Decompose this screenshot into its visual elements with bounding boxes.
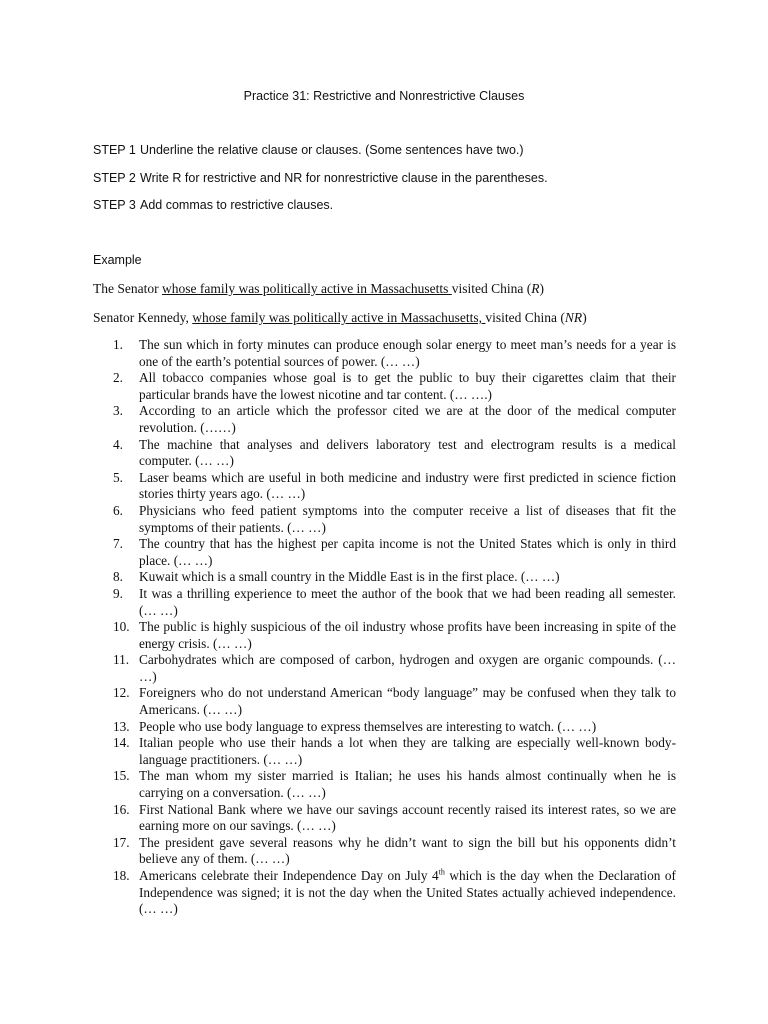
item-number: 10.: [113, 619, 130, 635]
item-text: Foreigners who do not understand American “body language” may be confused when they talk to Americans. (… …): [139, 685, 676, 718]
item-number: 8.: [113, 569, 123, 585]
list-item: [93, 569, 676, 586]
item-text: According to an article which the professor cited we are at the door of the medical computer revolution. (……): [139, 403, 676, 435]
example-1-after: visited China (: [451, 281, 532, 296]
list-item: [93, 437, 676, 470]
example-2-clause: whose family was politically active in Massachusetts,: [192, 310, 486, 325]
list-item: [93, 586, 676, 619]
item-text: It was a thrilling experience to meet the author of the book that we had been reading all semester. (… …): [139, 585, 676, 618]
item-number: 6.: [113, 502, 123, 518]
item-text: Italian people who use their hands a lot when they are talking are especially well-known body-language practitioners. (… …): [139, 735, 676, 767]
step-3-text: Add commas to restrictive clauses.: [140, 198, 334, 212]
item-text: First National Bank where we have our savings account recently raised its interest rates, so we are earning more on our savings. (… …): [139, 801, 676, 834]
item-number: 13.: [113, 718, 130, 734]
list-item: [93, 652, 676, 685]
step-2-label: STEP 2: [93, 171, 136, 185]
list-item: [93, 470, 676, 503]
item-number: 4.: [113, 436, 123, 452]
item-text: The public is highly suspicious of the oil industry whose profits have been increasing in spite of the energy crisis. (… …): [139, 619, 676, 651]
item-text: Laser beams which are useful in both medicine and industry were first predicted in science fiction stories thirty years ago. (… …): [139, 469, 676, 502]
item-text: All tobacco companies whose goal is to get the public to buy their cigarettes claim that their particular brands have the lowest nicotine and tar content. (… ….): [139, 370, 676, 402]
list-item: [93, 685, 676, 718]
item-number: 3.: [113, 403, 123, 419]
item-text: The man whom my sister married is Italian; he uses his hands almost continually when he is carrying on a conversation. (… …): [139, 768, 676, 801]
item-text: The machine that analyses and delivers laboratory test and electrogram results is a medical computer. (… …): [139, 436, 676, 469]
item-text: The country that has the highest per capita income is not the United States which is only in third place. (… …): [139, 536, 676, 568]
item-18-text-end: which is the day when the Declaration of Independence was signed; it is not the day when the United States actually achieved independence. (… …): [139, 868, 676, 917]
list-item: [93, 619, 676, 652]
item-number: 11.: [113, 652, 130, 668]
item-text: Carbohydrates which are composed of carbon, hydrogen and oxygen are organic compounds. (… …): [139, 652, 676, 684]
example-1-close: ): [539, 281, 545, 296]
example-heading: Example: [93, 253, 142, 267]
ordinal-superscript: th: [438, 867, 445, 877]
item-number: 7.: [113, 536, 123, 552]
item-number: 12.: [113, 685, 130, 701]
step-1-text: Underline the relative clause or clauses. (Some sentences have two.): [140, 143, 524, 157]
step-3: [93, 198, 333, 212]
item-number: 16.: [113, 801, 130, 817]
item-number: 2.: [113, 370, 123, 386]
item-number: 5.: [113, 469, 123, 485]
item-text: People who use body language to express themselves are interesting to watch. (… …): [139, 718, 597, 734]
item-number: 17.: [113, 834, 130, 850]
step-1-label: STEP 1: [93, 143, 136, 157]
exercise-list: [93, 337, 676, 918]
example-1-before: The Senator: [93, 281, 162, 296]
item-number: 18.: [113, 868, 130, 883]
item-number: 9.: [113, 585, 123, 601]
step-3-label: STEP 3: [93, 198, 136, 212]
step-2: [93, 171, 548, 185]
list-item: [93, 735, 676, 768]
list-item: [93, 403, 676, 436]
item-text: The president gave several reasons why he didn’t want to sign the bill but his opponents didn’t believe any of them. (… …): [139, 834, 676, 867]
item-text: Physicians who feed patient symptoms into the computer receive a list of diseases that fit the symptoms of their patients. (… …): [139, 502, 676, 535]
item-number: 15.: [113, 768, 130, 784]
step-2-text: Write R for restrictive and NR for nonrestrictive clause in the parentheses.: [140, 171, 548, 185]
step-1: [93, 143, 524, 157]
example-nonrestrictive-line: [93, 310, 587, 326]
list-item: [93, 835, 676, 868]
example-1-tag: R: [531, 281, 540, 296]
list-item: [93, 868, 676, 918]
item-text: Kuwait which is a small country in the Middle East is in the first place. (… …): [139, 569, 560, 585]
item-number: 14.: [113, 735, 130, 751]
list-item: [93, 503, 676, 536]
list-item: [93, 536, 676, 569]
item-number: 1.: [113, 337, 123, 352]
example-restrictive-line: [93, 281, 544, 297]
item-text: The sun which in forty minutes can produce enough solar energy to meet man’s needs for a year is one of the earth’s potential sources of power. (… …): [139, 337, 676, 369]
page-title: Practice 31: Restrictive and Nonrestrictive Clauses: [243, 89, 525, 103]
example-2-before: Senator Kennedy,: [93, 310, 193, 325]
list-item: [93, 337, 676, 370]
list-item: [93, 719, 676, 736]
example-2-close: ): [582, 310, 587, 325]
example-1-clause: whose family was politically active in Massachusetts: [161, 281, 452, 296]
list-item: [93, 370, 676, 403]
list-item: [93, 802, 676, 835]
example-2-after: visited China (: [485, 310, 565, 325]
item-text: [139, 868, 676, 918]
item-18-text-start: Americans celebrate their Independence Day on July 4: [139, 868, 439, 883]
example-2-tag: NR: [564, 310, 583, 325]
list-item: [93, 768, 676, 801]
